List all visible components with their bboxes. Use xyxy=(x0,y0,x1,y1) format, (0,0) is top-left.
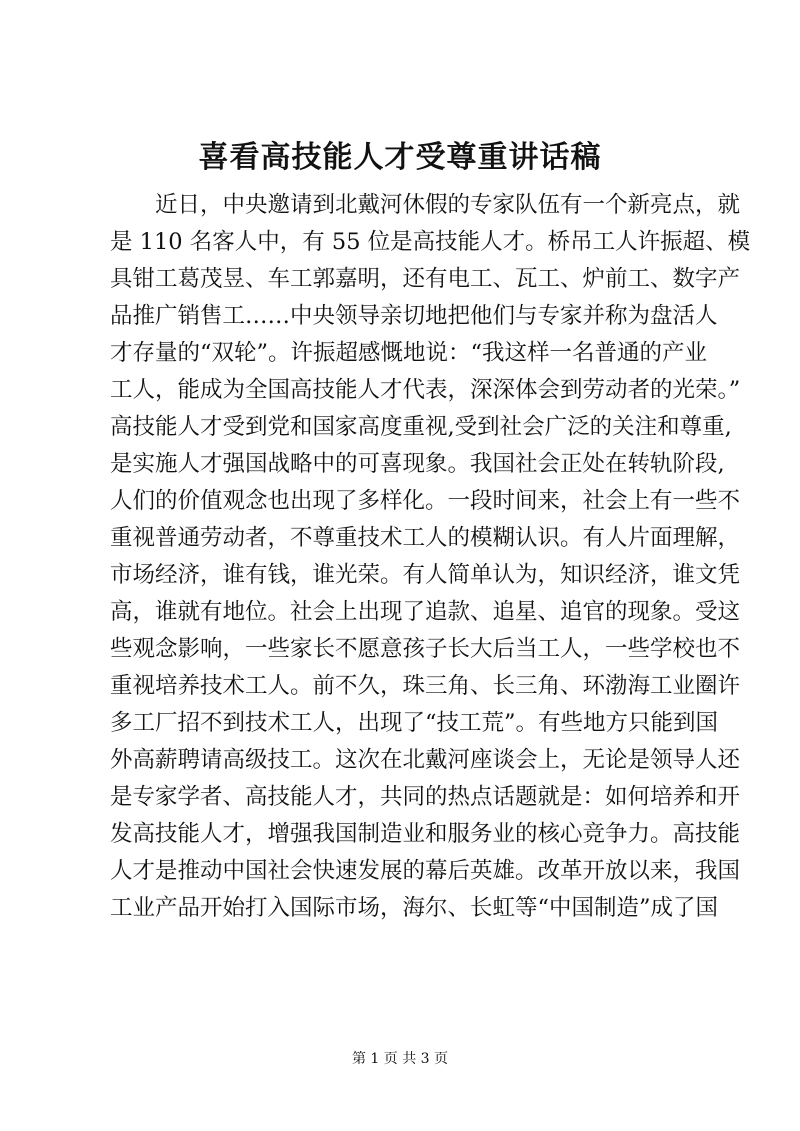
body-line: 近日，中央邀请到北戴河休假的专家队伍有一个新亮点，就 xyxy=(155,192,741,218)
body-line: 重视培养技术工人。前不久，珠三角、长三角、环渤海工业圈许 xyxy=(110,673,741,699)
body-line: 人们的价值观念也出现了多样化。一段时间来，社会上有一些不 xyxy=(110,488,741,514)
body-line: 是专家学者、高技能人才，共同的热点话题就是：如何培养和开 xyxy=(110,784,741,810)
body-line: 高，谁就有地位。社会上出现了追款、追星、追官的现象。受这 xyxy=(110,599,741,625)
body-line: 是实施人才强国战略中的可喜现象。我国社会正处在转轨阶段, xyxy=(110,451,725,477)
body-line: 才存量的“双轮”。许振超感慨地说：“我这样一名普通的产业 xyxy=(110,340,708,366)
body-line: 工业产品开始打入国际市场，海尔、长虹等“中国制造”成了国 xyxy=(110,895,719,921)
document-body xyxy=(110,187,751,927)
body-line: 多工厂招不到技术工人，出现了“技工荒”。有些地方只能到国 xyxy=(110,710,719,736)
body-line: 人才是推动中国社会快速发展的幕后英雄。改革开放以来，我国 xyxy=(110,858,741,884)
body-line: 些观念影响，一些家长不愿意孩子长大后当工人，一些学校也不 xyxy=(110,636,741,662)
body-line: 发高技能人才，增强我国制造业和服务业的核心竞争力。高技能 xyxy=(110,821,741,847)
body-line: 品推广销售工……中央领导亲切地把他们与专家并称为盘活人 xyxy=(110,303,718,329)
body-line: 市场经济，谁有钱，谁光荣。有人简单认为，知识经济，谁文凭 xyxy=(110,562,741,588)
page-footer: 第 1 页 共 3 页 xyxy=(351,1051,449,1067)
body-line: 工人，能成为全国高技能人才代表，深深体会到劳动者的光荣。” xyxy=(110,377,741,403)
body-line: 是 110 名客人中，有 55 位是高技能人才。桥吊工人许振超、模 xyxy=(110,229,751,255)
body-line: 重视普通劳动者，不尊重技术工人的模糊认识。有人片面理解， xyxy=(110,525,741,551)
body-line: 具钳工葛茂昱、车工郭嘉明，还有电工、瓦工、炉前工、数字产 xyxy=(110,266,741,292)
body-line: 外高薪聘请高级技工。这次在北戴河座谈会上，无论是领导人还 xyxy=(110,747,741,773)
body-line: 高技能人才受到党和国家高度重视,受到社会广泛的关注和尊重, xyxy=(110,414,732,440)
document-title: 喜看高技能人才受尊重讲话稿 xyxy=(198,140,602,175)
